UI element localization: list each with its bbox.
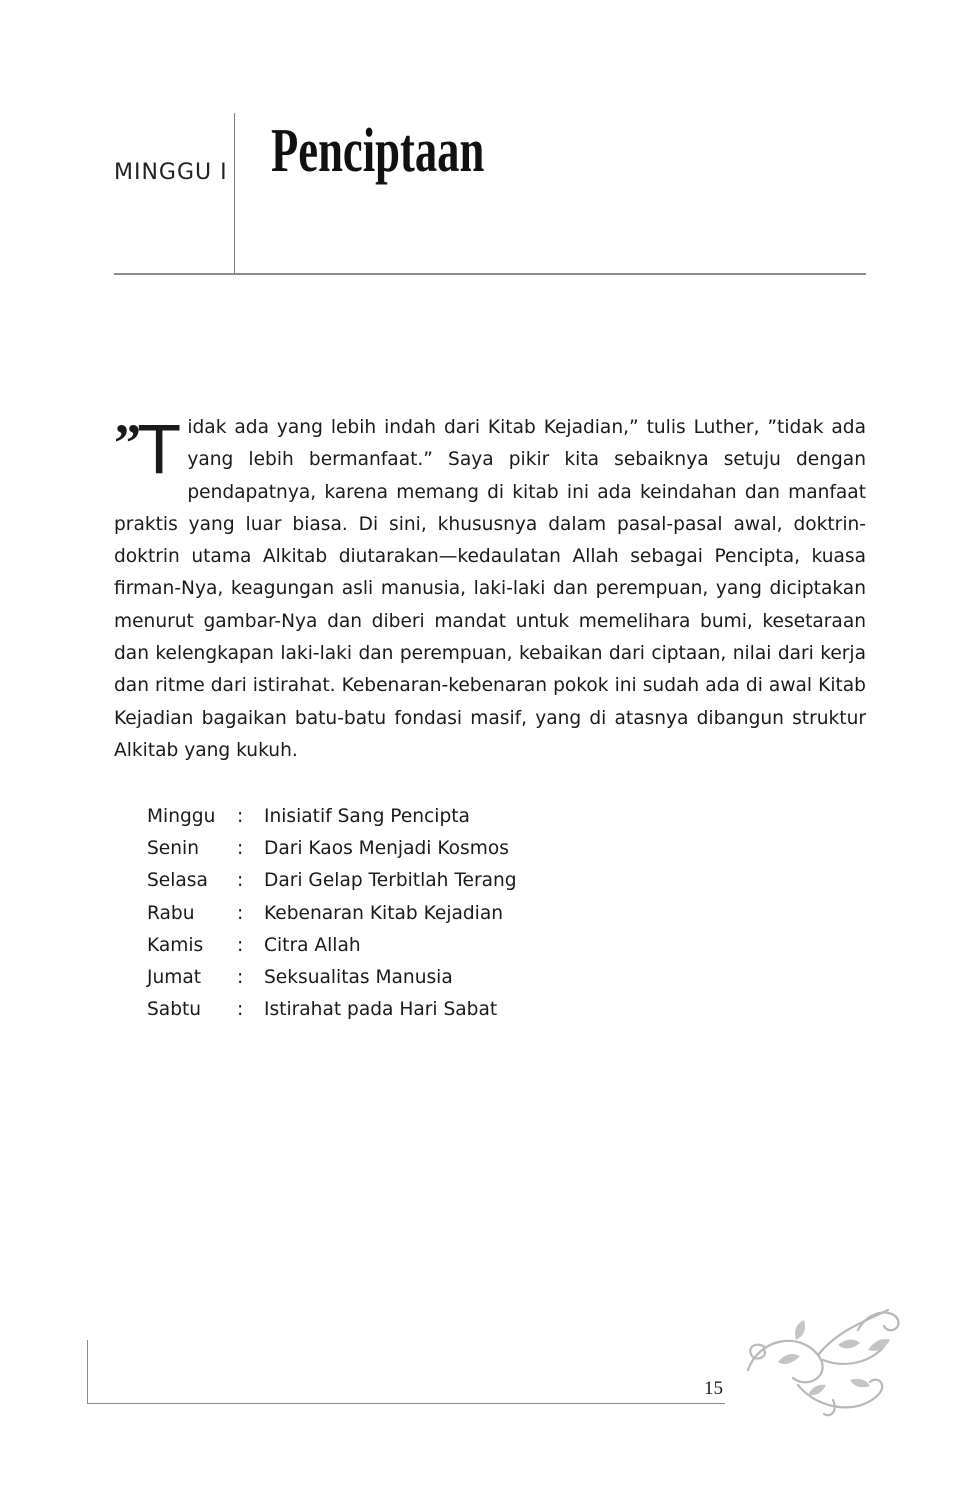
schedule-separator: : [237, 934, 244, 956]
schedule-topic: Istirahat pada Hari Sabat [264, 999, 498, 1021]
schedule-topic: Citra Allah [264, 934, 361, 956]
schedule-day: Minggu [147, 805, 216, 827]
schedule-day: Senin [147, 837, 199, 859]
drop-cap [114, 412, 180, 489]
schedule-row [147, 832, 517, 864]
schedule-day: Selasa [147, 870, 208, 892]
schedule-row [147, 800, 517, 832]
schedule-topic: Dari Gelap Terbitlah Terang [264, 870, 517, 892]
footer-divider-horizontal [87, 1403, 725, 1404]
schedule-row [147, 961, 517, 993]
schedule-separator: : [237, 967, 244, 989]
footer-divider-vertical [87, 1340, 88, 1404]
intro-paragraph [114, 412, 866, 767]
daily-schedule [147, 800, 517, 1026]
schedule-day: Rabu [147, 902, 195, 924]
schedule-separator: : [237, 805, 244, 827]
chapter-title: Penciptaan [271, 117, 485, 185]
schedule-row [147, 929, 517, 961]
schedule-topic: Dari Kaos Menjadi Kosmos [264, 837, 509, 859]
schedule-separator: : [237, 837, 244, 859]
schedule-separator: : [237, 870, 244, 892]
schedule-row [147, 994, 517, 1026]
drop-cap-letter: T [139, 412, 180, 489]
header-divider-vertical [234, 113, 235, 275]
header-divider-horizontal [114, 273, 866, 275]
schedule-day: Sabtu [147, 999, 202, 1021]
schedule-separator: : [237, 999, 244, 1021]
schedule-topic: Seksualitas Manusia [264, 967, 453, 989]
page-number: 15 [704, 1378, 723, 1399]
schedule-separator: : [237, 902, 244, 924]
schedule-row [147, 865, 517, 897]
schedule-row [147, 897, 517, 929]
schedule-day: Jumat [147, 967, 202, 989]
schedule-day: Kamis [147, 934, 204, 956]
drop-cap-quote-mark: ” [114, 413, 137, 473]
week-label: MINGGU I [114, 160, 228, 185]
schedule-topic: Kebenaran Kitab Kejadian [264, 902, 504, 924]
intro-text: idak ada yang lebih indah dari Kitab Kejadian,” tulis Luther, ”tidak ada yang lebih bermanfaat.” Saya pikir kita sebaiknya setuju dengan pendapatnya, karena memang di kitab ini ada keindahan dan manfaat praktis yang luar biasa. Di sini, khususnya dalam pasal-pasal awal, doktrin-doktrin utama Alkitab diutarakan—kedaulatan Allah sebagai Pencipta, kuasa firman-Nya, keagungan asli manusia, laki-laki dan perempuan, yang diciptakan menurut gambar-Nya dan diberi mandat untuk memelihara bumi, kesetaraan dan kelengkapan laki-laki dan perempuan, kebaikan dari ciptaan, nilai dari kerja dan ritme dari istirahat. Kebenaran-kebenaran pokok ini sudah ada di awal Kitab Kejadian bagaikan batu-batu fondasi masif, yang di atasnya dibangun struktur Alkitab yang kukuh. [114, 417, 866, 761]
schedule-topic: Inisiatif Sang Pencipta [264, 805, 470, 827]
floral-flourish-icon [738, 1300, 904, 1420]
